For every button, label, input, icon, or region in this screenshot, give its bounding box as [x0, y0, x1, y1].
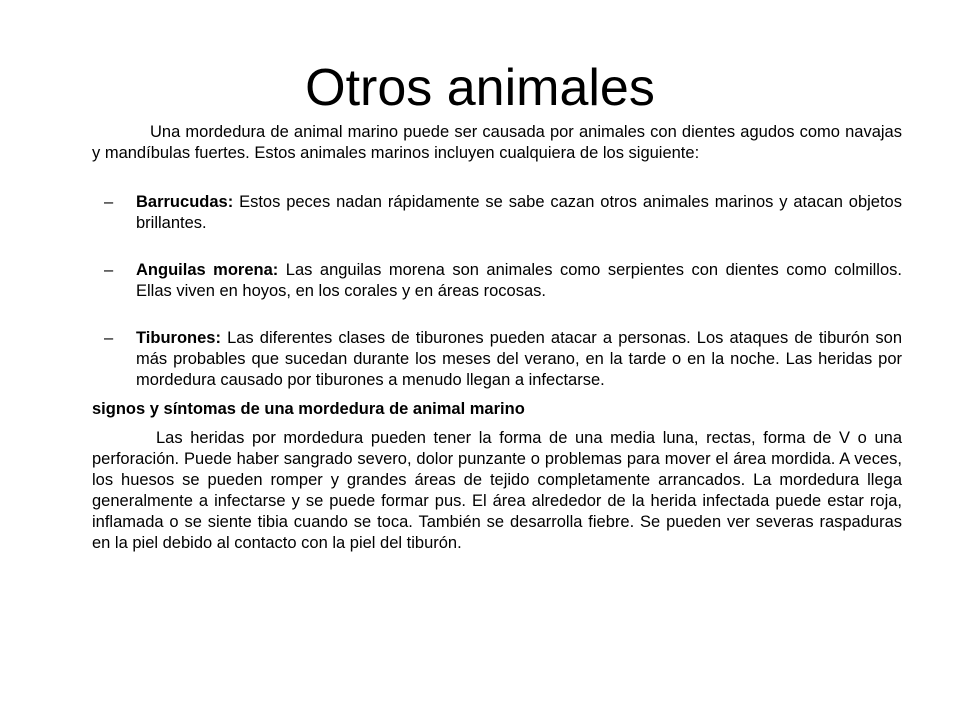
- closing-text: Las heridas por mordedura pueden tener la forma de una media luna, rectas, forma de V o una perforación. Puede haber sangrado severo, dolor punzante o problemas para mover el área mordida. A veces, los huesos se pueden romper y grandes áreas de tejido completamente arrancados. La mordedura llega generalmente a infectarse y se puede formar pus. El área alrededor de la herida infectada puede estar roja, inflamada o se siente tibia cuando se toca. También se desarrolla fiebre. Se pueden ver severas raspaduras en la piel debido al contacto con la piel del tiburón.: [92, 429, 902, 552]
- bullet-text: [136, 260, 902, 302]
- bullet-item-barracudas: [92, 192, 902, 234]
- intro-paragraph: [92, 122, 902, 164]
- bullet-dash: –: [104, 329, 114, 347]
- bullet-item-anguilas: [92, 260, 902, 302]
- intro-text: Una mordedura de animal marino puede ser causada por animales con dientes agudos como navajas y mandíbulas fuertes. Estos animales marinos incluyen cualquiera de los siguiente:: [92, 123, 902, 162]
- bullet-text: [136, 328, 902, 391]
- slide-title: Otros animales: [305, 59, 655, 117]
- bullet-description: Las anguilas morena son animales como serpientes con dientes como colmillos. Ellas viven en hoyos, en los corales y en áreas rocosas.: [136, 261, 902, 300]
- bullet-item-tiburones: [92, 328, 902, 391]
- closing-paragraph: [92, 428, 902, 554]
- bullet-description: Estos peces nadan rápidamente se sabe cazan otros animales marinos y atacan objetos brillantes.: [136, 193, 902, 232]
- bullet-description: Las diferentes clases de tiburones pueden atacar a personas. Los ataques de tiburón son más probables que sucedan durante los meses del verano, en la tarde o en la noche. Las heridas por mordedura causado por tiburones a menudo llegan a infectarse.: [136, 329, 902, 389]
- bullet-term: Tiburones:: [136, 329, 221, 347]
- bullet-term: Barrucudas:: [136, 193, 234, 211]
- bullet-term: Anguilas morena:: [136, 261, 279, 279]
- section-subheading: signos y síntomas de una mordedura de animal marino: [92, 400, 525, 418]
- bullet-dash: –: [104, 261, 114, 279]
- slide-body: [92, 122, 902, 554]
- bullet-dash: –: [104, 193, 114, 211]
- bullet-text: [136, 192, 902, 234]
